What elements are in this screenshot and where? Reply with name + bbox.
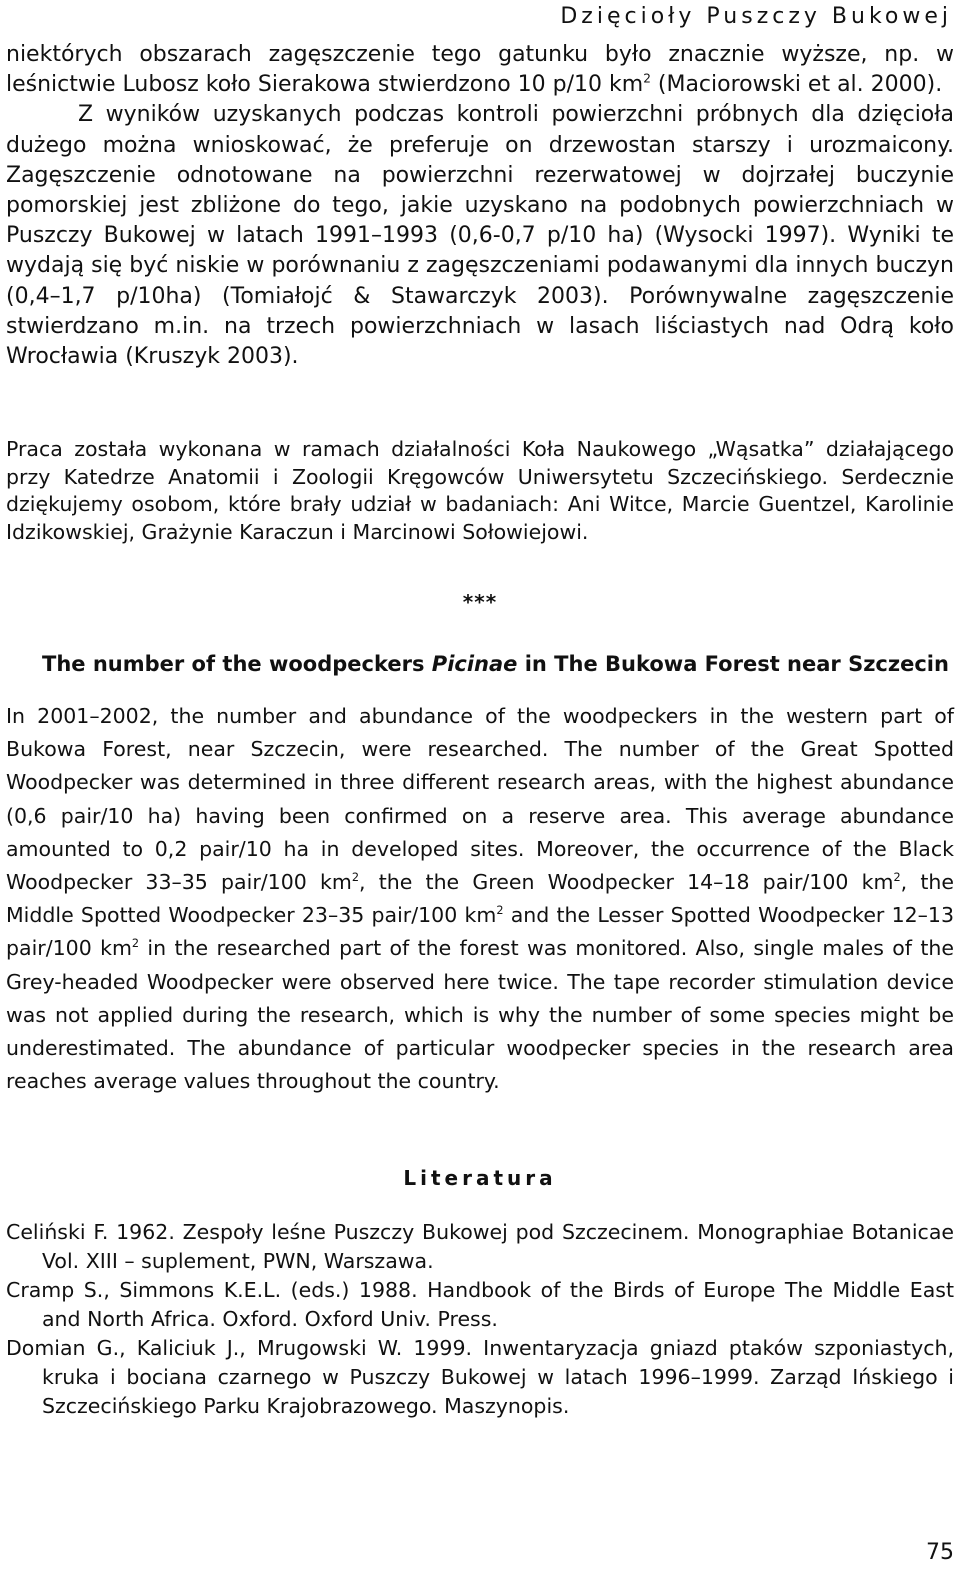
superscript: 2 bbox=[893, 871, 901, 885]
summary-text: , the Middle Spotted Woodpecker 23–35 pair/100 km bbox=[6, 870, 954, 928]
superscript: 2 bbox=[351, 871, 359, 885]
reference-item: Cramp S., Simmons K.E.L. (eds.) 1988. Handbook of the Birds of Europe The Middle East and North Africa. Oxford. Oxford Univ. Press. bbox=[6, 1278, 954, 1331]
page-number: 75 bbox=[926, 1540, 954, 1565]
superscript: 2 bbox=[643, 71, 651, 86]
summary-text: In 2001–2002, the number and abundance of the woodpeckers in the western part of Bukowa Forest, near Szczecin, were researched. The number of the Great Spotted Woodpecker was determined in three different research areas, with the highest abundance (0,6 pair/10 ha) having been confirmed on a reserve area. This average abundance amounted to 0,2 pair/10 ha in developed sites. Moreover, the occurrence of the Black Woodpecker 33–35 pair/100 km bbox=[6, 704, 954, 895]
paragraph-discussion: Z wyników uzyskanych podczas kontroli powierzchni próbnych dla dzięcioła dużego można wnioskować, że preferuje on drzewostan starszy i urozmaicony. Zagęszczenie odnotowane na powierzchni rezerwatowej w dojrzałej buczynie pomorskiej jest zbliżone do tego, jakie uzyskano na podobnych powierzchniach w Puszczy Bukowej w latach 1991–1993 (0,6-0,7 p/10 ha) (Wysocki 1997). Wyniki te wydają się być niskie w porównaniu z zagęszczeniami podawanymi dla innych buczyn (0,4–1,7 p/10ha) (Tomiałojć & Stawarczyk 2003). Porównywalne zagęszczenie stwierdzano m.in. na trzech powierzchniach w lasach liściastych nad Odrą koło Wrocławia (Kruszyk 2003). bbox=[6, 102, 954, 370]
literature-heading: Literatura bbox=[403, 1166, 557, 1190]
summary-title-part: The number of the woodpeckers bbox=[42, 652, 432, 676]
superscript: 2 bbox=[496, 904, 504, 918]
superscript: 2 bbox=[131, 937, 140, 951]
paragraph-continued-text: niektórych obszarach zagęszczenie tego gatunku było znacznie wyższe, np. w leśnictwie Lubosz koło Sierakowa stwierdzono 10 p/10 km bbox=[6, 42, 954, 98]
summary-text: in the researched part of the forest was monitored. Also, single males of the Grey-headed Woodpecker were observed here twice. The tape recorder stimulation device was not applied during the research, which is why the number of some species might be underestimated. The abundance of particular woodpecker species in the research area reaches average values throughout the country. bbox=[6, 936, 954, 1094]
reference-list bbox=[6, 1218, 954, 1421]
paragraph-continued-tail: (Maciorowski et al. 2000). bbox=[650, 72, 943, 98]
reference-item: Celiński F. 1962. Zespoły leśne Puszczy Bukowej pod Szczecinem. Monographiae Botanicae Vol. XIII – suplement, PWN, Warszawa. bbox=[6, 1220, 954, 1273]
running-head: Dzięcioły Puszczy Bukowej bbox=[560, 4, 952, 29]
acknowledgement: Praca została wykonana w ramach działalności Koła Naukowego „Wąsatka” działającego przy Katedrze Anatomii i Zoologii Kręgowców Uniwersytetu Szczecińskiego. Serdecznie dziękujemy osobom, które brały udział w badaniach: Ani Witce, Marcie Guentzel, Karolinie Idzikowskiej, Grażynie Karaczun i Marcinowi Sołowiejowi. bbox=[6, 437, 954, 544]
paragraph-continued bbox=[6, 40, 954, 100]
summary-title-italic: Picinae bbox=[431, 652, 518, 676]
polish-body-text bbox=[6, 40, 954, 372]
summary-title bbox=[42, 652, 949, 676]
summary-text: and the Lesser Spotted Woodpecker 12–13 pair/100 km bbox=[6, 903, 954, 961]
summary-title-part: in The Bukowa Forest near Szczecin bbox=[517, 652, 949, 676]
reference-item: Domian G., Kaliciuk J., Mrugowski W. 1999. Inwentaryzacja gniazd ptaków szponiastych, kruka i bociana czarnego w Puszczy Bukowej w latach 1996–1999. Zarząd Ińskiego i Szczecińskiego Parku Krajobrazowego. Maszynopis. bbox=[6, 1336, 954, 1418]
section-separator: *** bbox=[462, 590, 498, 614]
english-summary bbox=[6, 700, 954, 1098]
summary-text: , the the Green Woodpecker 14–18 pair/100 km bbox=[358, 870, 894, 895]
